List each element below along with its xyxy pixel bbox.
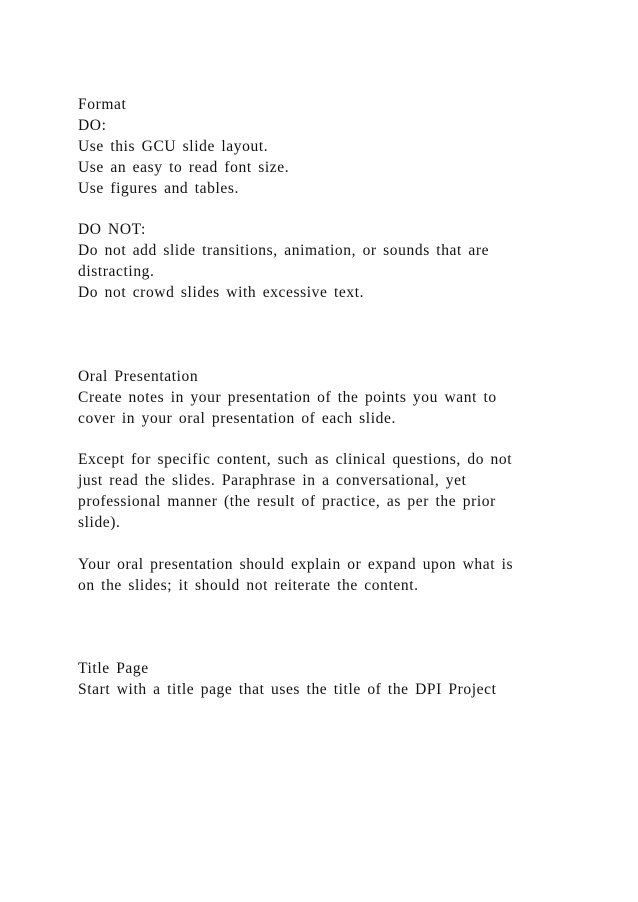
blank-line [78,346,578,367]
blank-line [78,618,578,639]
text-line: slide). [78,514,121,532]
text-line: Use figures and tables. [78,179,239,197]
blank-line [78,200,578,221]
blank-line [78,597,578,618]
blank-line [78,304,578,325]
text-line: distracting. [78,263,155,281]
text-line: Do not add slide transitions, animation, or sounds that are [78,242,490,260]
blank-line [78,638,578,659]
text-line: cover in your oral presentation of each slide. [78,409,396,427]
text-line: Do not crowd slides with excessive text. [78,284,365,302]
blank-line [78,534,578,555]
text-line: Start with a title page that uses the title of the DPI Project [78,681,497,699]
text-line: Except for specific content, such as clinical questions, do not [78,451,513,469]
blank-line [78,429,578,450]
text-line: on the slides; it should not reiterate the content. [78,576,419,594]
heading-format: Format [78,96,127,113]
blank-line [78,325,578,346]
do-not-label: DO NOT: [78,221,146,239]
text-line: Create notes in your presentation of the points you want to [78,388,497,406]
text-line: Your oral presentation should explain or expand upon what is [78,555,514,573]
do-label: DO: [78,116,107,134]
text-line: just read the slides. Paraphrase in a conversational, yet [78,472,467,490]
heading-title-page: Title Page [78,660,149,678]
text-line: professional manner (the result of practice, as per the prior [78,493,496,511]
heading-oral-presentation: Oral Presentation [78,367,199,385]
document-text [78,95,578,701]
text-line: Use this GCU slide layout. [78,137,269,155]
text-line: Use an easy to read font size. [78,158,290,176]
